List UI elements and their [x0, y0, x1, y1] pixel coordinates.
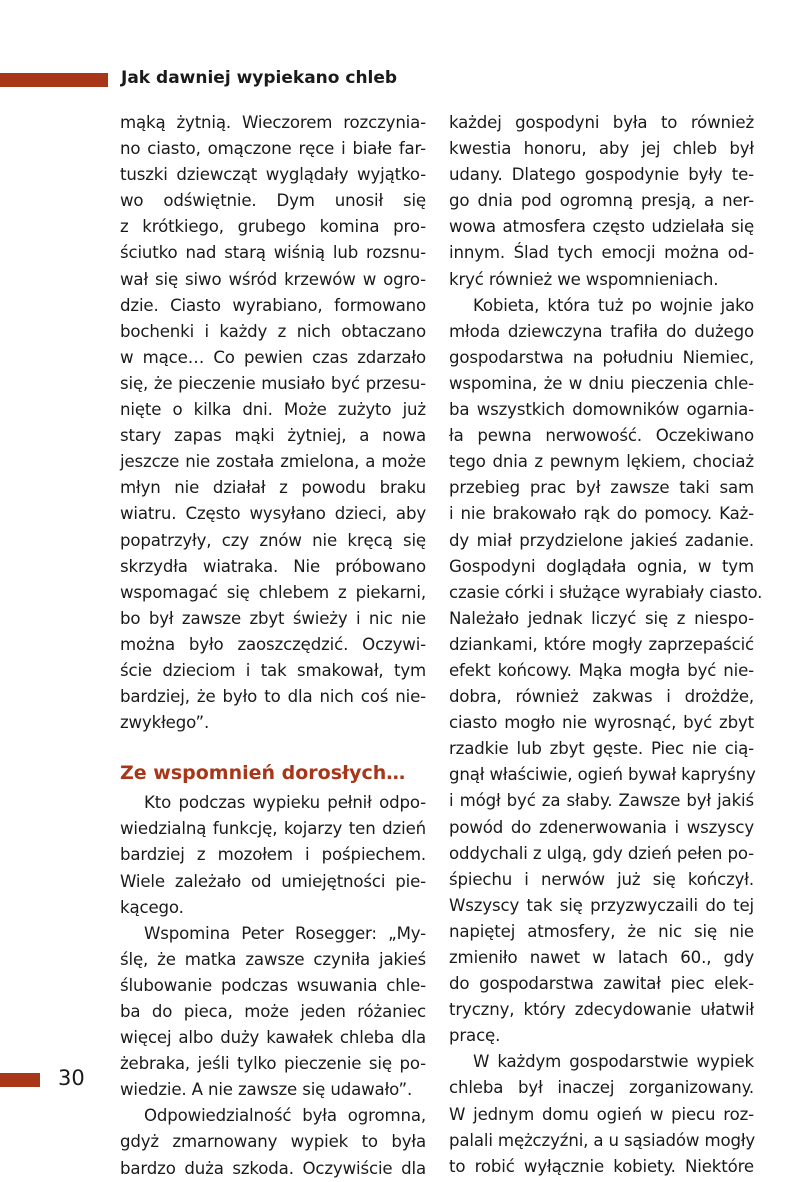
text-line: efekt końcowy. Mąka mogła być nie-	[449, 660, 754, 680]
footer-accent-bar	[0, 1073, 40, 1087]
text-line: tego dnia z pewnym lękiem, chociaż	[449, 452, 754, 472]
text-line: Wszyscy tak się przyzwyczaili do tej	[449, 895, 754, 915]
text-line: dy miał przydzielone jakieś zadanie.	[449, 530, 754, 550]
text-line: W każdym gospodarstwie wypiek	[473, 1052, 754, 1072]
text-line: młyn nie działał z powodu braku	[120, 478, 426, 498]
text-line: bo był zawsze zbyt świeży i nic nie	[120, 608, 426, 628]
page-number: 30	[58, 1066, 85, 1090]
paragraph	[449, 293, 763, 1050]
text-line: bardzo duża szkoda. Oczywiście dla	[120, 1158, 426, 1178]
text-line: ba wszystkich domowników ogarnia-	[449, 400, 754, 420]
text-line: wiatru. Często wysyłano dzieci, aby	[120, 504, 426, 524]
text-line: palali mężczyźni, a u sąsiadów mogły	[449, 1130, 756, 1150]
text-line: Należało jednak liczyć się z niespo-	[449, 608, 754, 628]
text-line: tuszki dziewcząt wyglądały wyjątko-	[120, 165, 426, 185]
text-line: można było zaoszczędzić. Oczywi-	[120, 634, 426, 654]
left-column	[120, 110, 426, 1182]
paragraph	[120, 921, 426, 1104]
text-line: gnął właściwie, ogień bywał kapryśny	[449, 765, 756, 785]
text-line: ła pewna nerwowość. Oczekiwano	[449, 426, 754, 446]
text-line: kwestia honoru, aby jej chleb był	[449, 139, 754, 159]
text-line: wo odświętnie. Dym unosił się	[120, 191, 426, 211]
text-line: więcej albo duży kawałek chleba dla	[120, 1028, 426, 1048]
text-line: Kto podczas wypieku pełnił odpo-	[144, 793, 426, 813]
text-line: śpiechu i nerwów już się kończył.	[449, 869, 754, 889]
text-line: udany. Dlatego gospodynie były te-	[449, 165, 754, 185]
text-line: ście dzieciom i tak smakował, tym	[120, 660, 426, 680]
text-line: ślę, że matka zawsze czyniła jakieś	[120, 949, 426, 969]
text-line: to robić wyłącznie kobiety. Niektóre	[449, 1156, 754, 1176]
text-line: chleba był inaczej zorganizowany.	[449, 1078, 754, 1098]
text-line: i mógł być za słaby. Zawsze był jakiś	[449, 791, 754, 811]
text-line: rzadkie lub zbyt gęste. Piec nie cią-	[449, 739, 754, 759]
text-line: bardziej, że było to dla nich coś nie-	[120, 687, 426, 707]
text-line: z krótkiego, grubego komina pro-	[120, 217, 426, 237]
text-line: ciasto mogło nie wyrosnąć, być zbyt	[449, 713, 754, 733]
text-line: gdyż zmarnowany wypiek to była	[120, 1132, 426, 1152]
text-line: no ciasto, omączone ręce i białe far-	[120, 139, 426, 159]
text-line: zwykłego”.	[120, 713, 210, 733]
text-line: Wspomina Peter Rosegger: „My-	[144, 923, 426, 943]
text-line: do gospodarstwa zawitał piec elek-	[449, 974, 754, 994]
text-line: innym. Ślad tych emocji można od-	[449, 243, 754, 263]
text-line: dzie. Ciasto wyrabiano, formowano	[120, 295, 426, 315]
text-line: wowa atmosfera często udzielała się	[449, 217, 754, 237]
text-line: W jednym domu ogień w piecu roz-	[449, 1104, 754, 1124]
text-line: napiętej atmosfery, że nic się nie	[449, 921, 754, 941]
paragraph	[120, 1103, 426, 1181]
text-line: się, że pieczenie musiało być przesu-	[120, 373, 426, 393]
text-line: wiedzie. A nie zawsze się udawało”.	[120, 1080, 413, 1100]
paragraph	[449, 110, 754, 293]
text-line: gospodarstwa na południu Niemiec,	[449, 347, 754, 367]
text-line: go dnia pod ogromną presją, a ner-	[449, 191, 754, 211]
text-line: każdej gospodyni była to również	[449, 113, 754, 132]
running-head: Jak dawniej wypiekano chleb	[121, 68, 398, 88]
text-line: przebieg prac był zawsze taki sam	[449, 478, 754, 498]
paragraph-gap	[120, 736, 426, 756]
text-line: powód do zdenerwowania i wszyscy	[449, 817, 754, 837]
right-column	[449, 110, 763, 1180]
text-line: skrzydła wiatraka. Nie próbowano	[120, 556, 426, 576]
text-line: zmieniło nawet w latach 60., gdy	[449, 948, 754, 967]
text-line: stary zapas mąki żytniej, a nowa	[120, 426, 426, 446]
text-line: nięte o kilka dni. Może zużyto już	[120, 400, 426, 420]
text-line: Gospodyni doglądała ognia, w tym	[449, 556, 754, 576]
paragraph	[120, 790, 426, 920]
text-line: i nie brakowało rąk do pomocy. Każ-	[449, 504, 754, 524]
text-line: bochenki i każdy z nich obtaczano	[120, 321, 426, 341]
text-line: Wiele zależało od umiejętności pie-	[120, 871, 426, 891]
paragraph	[120, 110, 426, 736]
text-line: ślubowanie podczas wsuwania chle-	[120, 975, 426, 995]
text-line: kryć również we wspomnieniach.	[449, 269, 719, 289]
section-subheading: Ze wspomnień dorosłych…	[120, 762, 406, 785]
text-line: wspomina, że w dniu pieczenia chle-	[449, 373, 754, 393]
text-line: Kobieta, która tuż po wojnie jako	[473, 295, 754, 315]
text-line: oddychali z ulgą, gdy dzień pełen po-	[449, 843, 754, 863]
text-line: wspomagać się chlebem z piekarni,	[120, 582, 426, 602]
text-line: czasie córki i służące wyrabiały ciasto.	[449, 582, 763, 602]
text-line: dobra, również zakwas i drożdże,	[449, 687, 754, 707]
text-line: ściutko nad starą wiśnią lub rozsnu-	[120, 243, 426, 263]
text-line: bardziej z mozołem i pośpiechem.	[120, 845, 426, 865]
text-line: pracę.	[449, 1026, 501, 1046]
text-line: Odpowiedzialność była ogromna,	[144, 1106, 426, 1126]
text-line: kącego.	[120, 897, 184, 917]
text-line: młoda dziewczyna trafiła do dużego	[449, 321, 754, 341]
text-line: mąką żytnią. Wieczorem rozczynia-	[120, 113, 426, 132]
text-line: ba do pieca, może jeden różaniec	[120, 1002, 426, 1021]
paragraph	[449, 1049, 754, 1179]
text-line: wał się siwo wśród krzewów w ogro-	[120, 269, 426, 289]
text-line: w mące… Co pewien czas zdarzało	[120, 347, 426, 367]
text-line: żebraka, jeśli tylko pieczenie się po-	[120, 1054, 426, 1074]
text-line: popatrzyły, czy znów nie kręcą się	[120, 530, 426, 550]
header-accent-bar	[0, 73, 108, 87]
text-line: jeszcze nie została zmielona, a może	[120, 452, 426, 472]
text-line: wiedzialną funkcję, kojarzy ten dzień	[120, 819, 426, 839]
text-line: dziankami, które mogły zaprzepaścić	[449, 634, 754, 654]
text-line: tryczny, który zdecydowanie ułatwił	[449, 1000, 754, 1020]
